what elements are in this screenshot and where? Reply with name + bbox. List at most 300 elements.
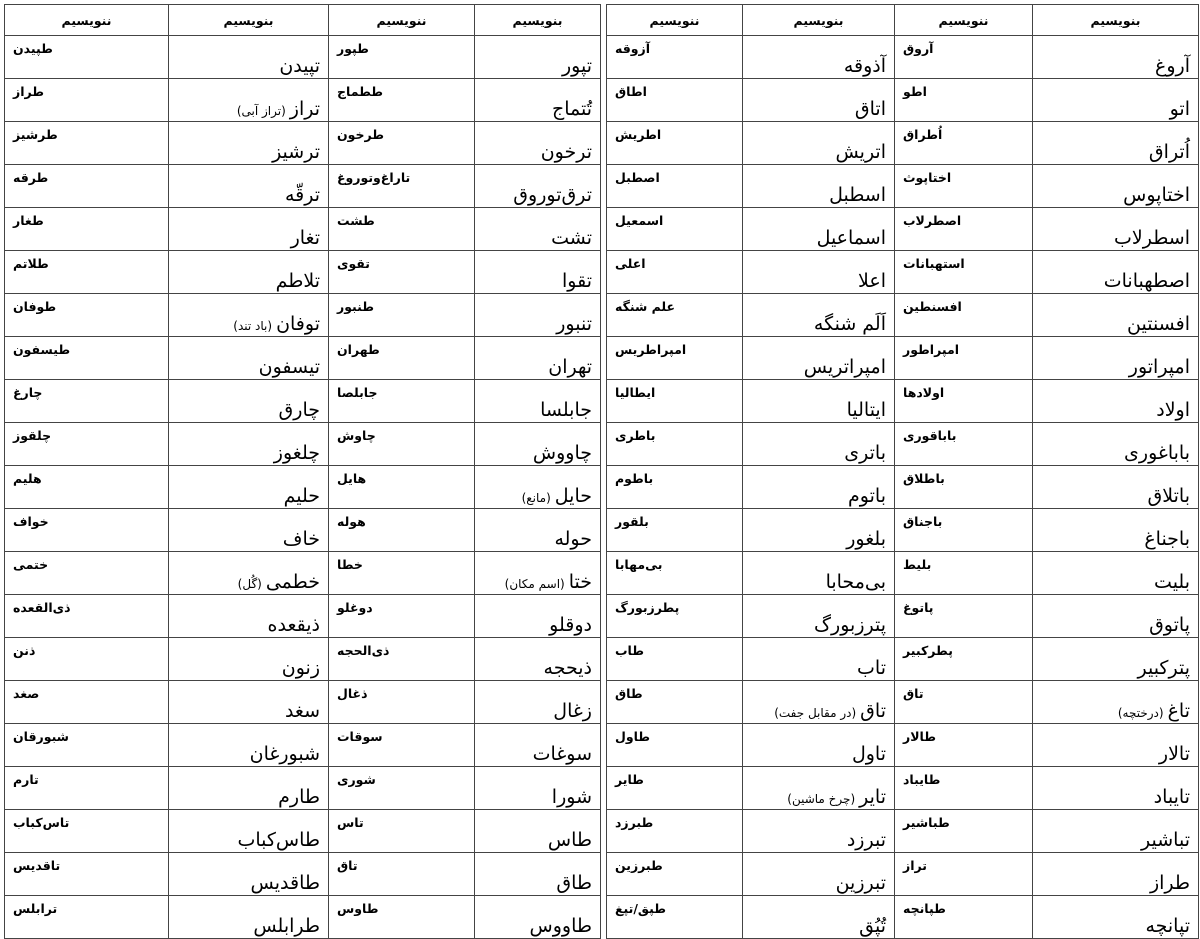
table-row <box>5 509 601 552</box>
correct-spelling-cell <box>169 294 329 337</box>
incorrect-spelling-cell <box>329 165 475 208</box>
incorrect-spelling-cell <box>329 251 475 294</box>
incorrect-word: طایباد <box>903 772 941 787</box>
table-row <box>5 767 601 810</box>
word-note: (تراز آبی) <box>236 104 286 118</box>
incorrect-word: طغار <box>13 213 44 228</box>
incorrect-spelling-cell <box>895 466 1033 509</box>
incorrect-word: صغد <box>13 686 40 701</box>
table-row <box>607 466 1199 509</box>
header-row <box>5 5 601 36</box>
correct-word: اُتراق <box>1148 141 1190 163</box>
incorrect-word: آزوقه <box>615 41 651 56</box>
correct-word: باتلاق <box>1147 485 1190 507</box>
correct-word: زغال <box>553 700 592 722</box>
table-row <box>5 294 601 337</box>
table-row <box>5 466 601 509</box>
incorrect-word: تقوی <box>337 256 370 271</box>
correct-spelling-cell <box>743 552 895 595</box>
incorrect-word: اسمعیل <box>615 213 664 228</box>
correct-spelling-cell <box>169 208 329 251</box>
table-row <box>5 896 601 939</box>
incorrect-word: تاس‌کباب <box>13 815 70 830</box>
incorrect-spelling-cell <box>895 251 1033 294</box>
correct-spelling-cell <box>475 208 601 251</box>
incorrect-word: طلاتم <box>13 256 49 271</box>
correct-word: ایتالیا <box>846 399 886 421</box>
incorrect-word: طالار <box>903 729 936 744</box>
incorrect-word: پطرکبیر <box>903 643 953 658</box>
incorrect-word: شوری <box>337 772 376 787</box>
correct-word: اسطرلاب <box>1114 227 1190 249</box>
incorrect-spelling-cell <box>895 767 1033 810</box>
incorrect-word: طپور <box>337 41 369 56</box>
incorrect-word: طوفان <box>13 299 57 314</box>
incorrect-spelling-cell <box>5 380 169 423</box>
correct-spelling-cell <box>1033 853 1199 896</box>
incorrect-word: طاول <box>615 729 651 744</box>
correct-spelling-cell <box>169 595 329 638</box>
correct-word: تالار <box>1158 743 1190 765</box>
incorrect-spelling-cell <box>607 380 743 423</box>
correct-word: ترق‌توروق <box>513 184 592 206</box>
correct-word: اعلا <box>858 270 886 292</box>
correct-spelling-cell <box>169 466 329 509</box>
correct-spelling-cell <box>1033 638 1199 681</box>
incorrect-word: طپانچه <box>903 901 946 916</box>
correct-word: تُپُق <box>859 915 886 937</box>
correct-spelling-cell <box>475 853 601 896</box>
correct-word: تشت <box>551 227 592 249</box>
incorrect-spelling-cell <box>607 208 743 251</box>
incorrect-spelling-cell <box>5 595 169 638</box>
correct-word: اتو <box>1169 98 1190 120</box>
incorrect-spelling-cell <box>607 896 743 939</box>
correct-spelling-cell <box>1033 79 1199 122</box>
correct-word: باجناغ <box>1144 528 1190 550</box>
incorrect-word: طبرزین <box>615 858 663 873</box>
incorrect-word: اطو <box>903 84 927 99</box>
incorrect-word: اصطبل <box>615 170 660 185</box>
correct-spelling-cell <box>1033 165 1199 208</box>
correct-spelling-cell <box>743 423 895 466</box>
incorrect-spelling-cell <box>895 294 1033 337</box>
incorrect-spelling-cell <box>5 79 169 122</box>
incorrect-word: طپیدن <box>13 41 53 56</box>
incorrect-spelling-cell <box>895 552 1033 595</box>
correct-spelling-cell <box>475 681 601 724</box>
incorrect-word: طپق/تپغ <box>615 901 667 916</box>
incorrect-word: امپراطور <box>903 342 959 357</box>
correct-word: خطمی <box>265 571 320 593</box>
table-row <box>5 122 601 165</box>
incorrect-word: افسنطین <box>903 299 962 314</box>
incorrect-spelling-cell <box>329 552 475 595</box>
correct-word: شبورغان <box>249 743 320 765</box>
correct-spelling-cell <box>475 380 601 423</box>
correct-word: تایر <box>859 786 886 808</box>
incorrect-spelling-cell <box>895 36 1033 79</box>
incorrect-word: طهران <box>337 342 380 357</box>
correct-word: تقوا <box>562 270 592 292</box>
incorrect-word: چلقوز <box>13 428 52 443</box>
correct-spelling-cell <box>475 251 601 294</box>
incorrect-word: اعلی <box>615 256 646 271</box>
correct-word: بلیت <box>1154 571 1190 593</box>
header-write: بنویسیم <box>743 5 895 36</box>
table-row <box>5 380 601 423</box>
table-row <box>5 251 601 294</box>
table-row <box>607 853 1199 896</box>
incorrect-spelling-cell <box>329 638 475 681</box>
table-row <box>5 208 601 251</box>
correct-spelling-cell <box>743 122 895 165</box>
incorrect-word: چاوش <box>337 428 376 443</box>
correct-spelling-cell <box>169 896 329 939</box>
incorrect-word: طشت <box>337 213 375 228</box>
incorrect-spelling-cell <box>329 466 475 509</box>
correct-word: بلغور <box>846 528 886 550</box>
incorrect-spelling-cell <box>5 337 169 380</box>
correct-word: تپانچه <box>1145 915 1190 937</box>
incorrect-word: استهبانات <box>903 256 965 271</box>
incorrect-spelling-cell <box>895 724 1033 767</box>
incorrect-spelling-cell <box>329 294 475 337</box>
correct-word: امپراتور <box>1128 356 1190 378</box>
incorrect-word: ذی‌الحجه <box>337 643 390 658</box>
incorrect-spelling-cell <box>607 36 743 79</box>
correct-word: تایباد <box>1153 786 1190 808</box>
incorrect-spelling-cell <box>607 509 743 552</box>
incorrect-spelling-cell <box>5 810 169 853</box>
incorrect-word: هوله <box>337 514 366 529</box>
correct-word: طاووس <box>529 915 592 937</box>
incorrect-spelling-cell <box>5 165 169 208</box>
correct-spelling-cell <box>169 36 329 79</box>
correct-word: تاق <box>860 700 886 722</box>
correct-spelling-cell <box>1033 552 1199 595</box>
table-row <box>607 767 1199 810</box>
incorrect-word: ططماج <box>337 84 384 99</box>
word-note: (گُل) <box>237 577 262 591</box>
correct-word: افسنتین <box>1127 313 1190 335</box>
correct-word: تهران <box>548 356 592 378</box>
correct-word: ختا <box>568 571 592 593</box>
correct-spelling-cell <box>1033 509 1199 552</box>
incorrect-word: اطاق <box>615 84 647 99</box>
correct-spelling-cell <box>169 79 329 122</box>
incorrect-spelling-cell <box>607 552 743 595</box>
correct-spelling-cell <box>169 767 329 810</box>
correct-word: آذوقه <box>843 55 886 77</box>
correct-spelling-cell <box>169 380 329 423</box>
correct-word: تبرزین <box>835 872 886 894</box>
incorrect-spelling-cell <box>5 251 169 294</box>
incorrect-word: طرخون <box>337 127 385 142</box>
incorrect-word: دوغلو <box>337 600 373 615</box>
correct-word: ترخون <box>540 141 592 163</box>
correct-spelling-cell <box>169 122 329 165</box>
incorrect-spelling-cell <box>5 208 169 251</box>
correct-spelling-cell <box>169 638 329 681</box>
incorrect-spelling-cell <box>5 767 169 810</box>
correct-word: تلاطم <box>275 270 320 292</box>
correct-spelling-cell <box>743 36 895 79</box>
incorrect-word: طرشیز <box>13 127 58 142</box>
incorrect-word: سوقات <box>337 729 383 744</box>
correct-spelling-cell <box>1033 896 1199 939</box>
incorrect-word: چارغ <box>13 385 43 400</box>
incorrect-word: طنبور <box>337 299 375 314</box>
header-row <box>607 5 1199 36</box>
incorrect-spelling-cell <box>329 380 475 423</box>
incorrect-spelling-cell <box>329 810 475 853</box>
table-row <box>607 810 1199 853</box>
correct-spelling-cell <box>475 810 601 853</box>
correct-word: تاب <box>857 657 886 679</box>
word-note: (درختچه) <box>1117 706 1164 720</box>
word-note: (اسم مکان) <box>504 577 565 591</box>
correct-word: سوغات <box>532 743 592 765</box>
incorrect-word: طاوس <box>337 901 379 916</box>
correct-word: تنبور <box>556 313 592 335</box>
incorrect-spelling-cell <box>895 595 1033 638</box>
incorrect-spelling-cell <box>895 681 1033 724</box>
incorrect-word: تاراغ‌وتوروغ <box>337 170 411 185</box>
table-row <box>607 122 1199 165</box>
incorrect-spelling-cell <box>607 466 743 509</box>
incorrect-spelling-cell <box>329 337 475 380</box>
correct-spelling-cell <box>169 251 329 294</box>
incorrect-word: شبورقان <box>13 729 69 744</box>
correct-word: ذیقعده <box>267 614 320 636</box>
table-row <box>607 36 1199 79</box>
table-row <box>607 208 1199 251</box>
incorrect-spelling-cell <box>895 208 1033 251</box>
incorrect-word: تارم <box>13 772 39 787</box>
correct-spelling-cell <box>169 423 329 466</box>
incorrect-word: پاتوغ <box>903 600 934 615</box>
table-row <box>607 337 1199 380</box>
table-row <box>607 165 1199 208</box>
incorrect-spelling-cell <box>329 79 475 122</box>
incorrect-word: ختمی <box>13 557 49 572</box>
incorrect-spelling-cell <box>5 724 169 767</box>
incorrect-spelling-cell <box>607 79 743 122</box>
correct-spelling-cell <box>1033 681 1199 724</box>
correct-spelling-cell <box>169 724 329 767</box>
incorrect-spelling-cell <box>607 681 743 724</box>
incorrect-spelling-cell <box>895 896 1033 939</box>
incorrect-word: اصطرلاب <box>903 213 962 228</box>
incorrect-word: ذی‌القعده <box>13 600 71 615</box>
table-row <box>5 853 601 896</box>
correct-word: ذیحجه <box>543 657 592 679</box>
incorrect-word: هلیم <box>13 471 42 486</box>
incorrect-spelling-cell <box>329 595 475 638</box>
spelling-table-right <box>606 4 1199 939</box>
incorrect-word: بی‌مهابا <box>615 557 663 572</box>
correct-word: شورا <box>551 786 592 808</box>
correct-spelling-cell <box>475 595 601 638</box>
correct-word: ترشیز <box>272 141 320 163</box>
incorrect-word: بلیط <box>903 557 932 572</box>
correct-spelling-cell <box>1033 208 1199 251</box>
incorrect-spelling-cell <box>607 294 743 337</box>
incorrect-word: طراز <box>13 84 45 99</box>
correct-spelling-cell <box>475 423 601 466</box>
correct-spelling-cell <box>475 337 601 380</box>
table-row <box>607 681 1199 724</box>
correct-spelling-cell <box>475 294 601 337</box>
correct-spelling-cell <box>743 466 895 509</box>
correct-spelling-cell <box>169 552 329 595</box>
incorrect-spelling-cell <box>895 638 1033 681</box>
table-row <box>607 509 1199 552</box>
incorrect-word: پطرزبورگ <box>615 600 680 615</box>
table-row <box>5 810 601 853</box>
incorrect-spelling-cell <box>895 509 1033 552</box>
header-write: بنویسیم <box>1033 5 1199 36</box>
correct-word: پاتوق <box>1149 614 1190 636</box>
header-write: بنویسیم <box>169 5 329 36</box>
table-row <box>5 552 601 595</box>
incorrect-word: طایر <box>615 772 644 787</box>
correct-word: توفان <box>276 313 320 335</box>
correct-word: تاغ <box>1167 700 1190 722</box>
incorrect-spelling-cell <box>895 337 1033 380</box>
correct-spelling-cell <box>1033 595 1199 638</box>
incorrect-word: خطا <box>337 557 363 572</box>
correct-spelling-cell <box>743 896 895 939</box>
correct-spelling-cell <box>1033 423 1199 466</box>
table-row <box>5 165 601 208</box>
incorrect-word: تاقدیس <box>13 858 61 873</box>
correct-word: اسطبل <box>829 184 886 206</box>
incorrect-word: امپراطریس <box>615 342 687 357</box>
correct-spelling-cell <box>1033 294 1199 337</box>
table-row <box>607 595 1199 638</box>
correct-word: چاووش <box>532 442 592 464</box>
incorrect-spelling-cell <box>895 423 1033 466</box>
correct-spelling-cell <box>1033 380 1199 423</box>
incorrect-word: طیسفون <box>13 342 71 357</box>
incorrect-spelling-cell <box>607 337 743 380</box>
correct-spelling-cell <box>743 380 895 423</box>
correct-word: بی‌محابا <box>825 571 886 593</box>
correct-spelling-cell <box>475 767 601 810</box>
table-row <box>5 595 601 638</box>
incorrect-spelling-cell <box>607 638 743 681</box>
correct-word: طرابلس <box>253 915 320 937</box>
header-dont-write: ننویسیم <box>5 5 169 36</box>
incorrect-spelling-cell <box>329 724 475 767</box>
correct-spelling-cell <box>743 853 895 896</box>
incorrect-spelling-cell <box>607 595 743 638</box>
incorrect-word: ایطالیا <box>615 385 656 400</box>
incorrect-spelling-cell <box>5 294 169 337</box>
correct-spelling-cell <box>743 251 895 294</box>
table-row <box>5 337 601 380</box>
incorrect-spelling-cell <box>5 896 169 939</box>
correct-word: جابلسا <box>540 399 592 421</box>
correct-spelling-cell <box>1033 767 1199 810</box>
correct-spelling-cell <box>1033 724 1199 767</box>
incorrect-word: هایل <box>337 471 367 486</box>
incorrect-spelling-cell <box>607 724 743 767</box>
correct-word: طاس <box>547 829 592 851</box>
correct-word: تبرزد <box>846 829 886 851</box>
header-dont-write: ننویسیم <box>895 5 1033 36</box>
incorrect-spelling-cell <box>895 380 1033 423</box>
correct-word: طاق <box>556 872 592 894</box>
table-row <box>607 638 1199 681</box>
table-row <box>5 79 601 122</box>
incorrect-spelling-cell <box>895 810 1033 853</box>
correct-word: تپور <box>561 55 592 77</box>
correct-word: تاول <box>851 743 886 765</box>
incorrect-word: باباقوری <box>903 428 957 443</box>
table-row <box>5 681 601 724</box>
incorrect-word: باطری <box>615 428 656 443</box>
correct-spelling-cell <box>743 79 895 122</box>
incorrect-word: تاق <box>903 686 924 701</box>
correct-spelling-cell <box>1033 810 1199 853</box>
correct-spelling-cell <box>169 337 329 380</box>
table-row <box>607 79 1199 122</box>
incorrect-word: جابلصا <box>337 385 378 400</box>
correct-word: تُتماج <box>551 98 592 120</box>
incorrect-word: باجناق <box>903 514 943 529</box>
incorrect-word: خواف <box>13 514 49 529</box>
header-dont-write: ننویسیم <box>607 5 743 36</box>
correct-spelling-cell <box>1033 36 1199 79</box>
incorrect-word: اولادها <box>903 385 945 400</box>
incorrect-word: اُطراق <box>903 127 943 142</box>
correct-spelling-cell <box>475 724 601 767</box>
correct-spelling-cell <box>169 810 329 853</box>
correct-word: امپراتریس <box>803 356 886 378</box>
incorrect-spelling-cell <box>895 853 1033 896</box>
correct-word: اختاپوس <box>1123 184 1190 206</box>
incorrect-spelling-cell <box>5 122 169 165</box>
incorrect-spelling-cell <box>5 423 169 466</box>
incorrect-word: ذنن <box>13 643 36 658</box>
incorrect-word: طرقه <box>13 170 49 185</box>
incorrect-spelling-cell <box>895 165 1033 208</box>
correct-spelling-cell <box>743 337 895 380</box>
correct-word: طاس‌کباب <box>237 829 320 851</box>
correct-spelling-cell <box>1033 122 1199 165</box>
correct-spelling-cell <box>743 165 895 208</box>
correct-spelling-cell <box>743 509 895 552</box>
correct-spelling-cell <box>743 294 895 337</box>
incorrect-spelling-cell <box>5 853 169 896</box>
incorrect-word: تاس <box>337 815 364 830</box>
correct-spelling-cell <box>169 165 329 208</box>
correct-word: اتاق <box>854 98 886 120</box>
table-row <box>607 724 1199 767</box>
correct-word: تباشیر <box>1141 829 1190 851</box>
word-note: (چرخ ماشین) <box>787 792 856 806</box>
correct-word: اتریش <box>835 141 886 163</box>
header-dont-write: ننویسیم <box>329 5 475 36</box>
correct-word: دوقلو <box>549 614 592 636</box>
incorrect-spelling-cell <box>329 36 475 79</box>
correct-spelling-cell <box>169 681 329 724</box>
incorrect-spelling-cell <box>5 466 169 509</box>
incorrect-spelling-cell <box>329 896 475 939</box>
